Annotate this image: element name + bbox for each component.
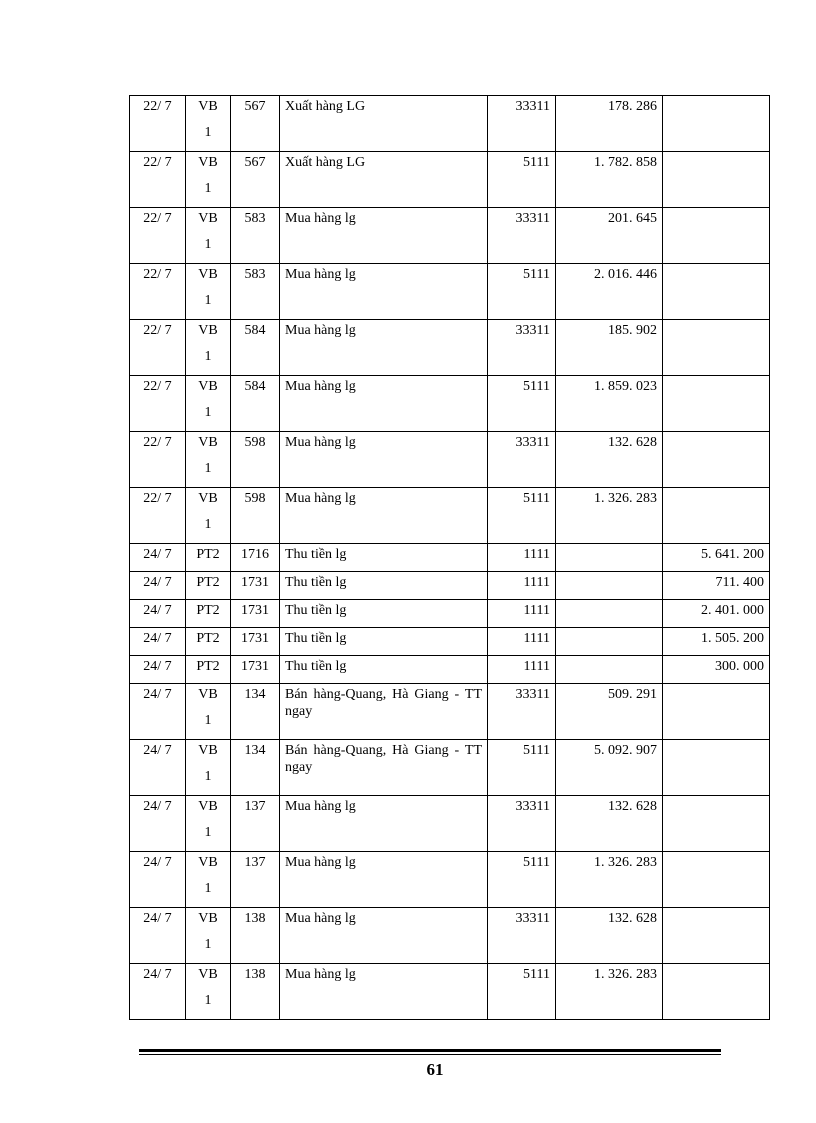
footer-rule-thick (139, 1049, 721, 1052)
voucher-number-cell: 138 (231, 908, 280, 964)
debit-cell (556, 544, 663, 572)
account-cell: 1111 (488, 544, 556, 572)
table-row (130, 544, 770, 572)
voucher-type-cell (186, 544, 231, 572)
table-row (130, 628, 770, 656)
voucher-type-suffix: 1 (204, 769, 212, 784)
debit-cell: 185. 902 (556, 320, 663, 376)
account-cell: 1111 (488, 572, 556, 600)
table-row (130, 320, 770, 376)
description-cell (280, 740, 488, 796)
description-cell (280, 544, 488, 572)
voucher-type-cell (186, 152, 231, 208)
voucher-number-cell: 567 (231, 152, 280, 208)
voucher-type-cell (186, 964, 231, 1020)
debit-cell (556, 628, 663, 656)
voucher-number-cell: 584 (231, 376, 280, 432)
page-number: 61 (426, 1060, 444, 1079)
description-cell (280, 152, 488, 208)
table-row (130, 740, 770, 796)
description-text: Thu tiền lg (285, 575, 347, 590)
description-text: Thu tiền lg (285, 547, 347, 562)
account-cell: 5111 (488, 264, 556, 320)
date-cell: 22/ 7 (130, 320, 186, 376)
date-cell: 24/ 7 (130, 908, 186, 964)
voucher-type-code: VB (198, 155, 218, 170)
account-cell: 33311 (488, 208, 556, 264)
table-row (130, 572, 770, 600)
debit-cell: 201. 645 (556, 208, 663, 264)
voucher-type-code: VB (198, 967, 218, 982)
debit-cell: 132. 628 (556, 908, 663, 964)
description-cell (280, 656, 488, 684)
description-text: Xuất hàng LG (285, 99, 366, 114)
credit-cell (663, 740, 770, 796)
voucher-number-cell: 583 (231, 264, 280, 320)
description-text: Mua hàng lg (285, 379, 356, 394)
credit-cell: 711. 400 (663, 572, 770, 600)
table-row (130, 796, 770, 852)
description-text: Thu tiền lg (285, 631, 347, 646)
date-cell: 22/ 7 (130, 376, 186, 432)
voucher-type-code: PT2 (196, 575, 220, 590)
voucher-type-suffix: 1 (204, 405, 212, 420)
account-cell: 33311 (488, 320, 556, 376)
debit-cell: 1. 782. 858 (556, 152, 663, 208)
ledger-body (130, 96, 770, 1020)
date-cell: 22/ 7 (130, 152, 186, 208)
voucher-type-code: VB (198, 211, 218, 226)
description-text: Mua hàng lg (285, 435, 356, 450)
date-cell: 24/ 7 (130, 600, 186, 628)
account-cell: 33311 (488, 96, 556, 152)
credit-cell: 2. 401. 000 (663, 600, 770, 628)
debit-cell: 2. 016. 446 (556, 264, 663, 320)
voucher-type-cell (186, 908, 231, 964)
debit-cell: 132. 628 (556, 432, 663, 488)
table-row (130, 908, 770, 964)
debit-cell: 1. 326. 283 (556, 964, 663, 1020)
voucher-type-code: VB (198, 379, 218, 394)
date-cell: 22/ 7 (130, 96, 186, 152)
credit-cell (663, 796, 770, 852)
debit-cell: 1. 859. 023 (556, 376, 663, 432)
credit-cell (663, 852, 770, 908)
description-text: Mua hàng lg (285, 799, 356, 814)
credit-cell (663, 376, 770, 432)
voucher-type-cell (186, 656, 231, 684)
date-cell: 24/ 7 (130, 628, 186, 656)
date-cell: 24/ 7 (130, 796, 186, 852)
date-cell: 24/ 7 (130, 852, 186, 908)
debit-cell: 178. 286 (556, 96, 663, 152)
date-cell: 22/ 7 (130, 264, 186, 320)
voucher-type-suffix: 1 (204, 517, 212, 532)
voucher-type-code: PT2 (196, 659, 220, 674)
voucher-type-code: VB (198, 687, 218, 702)
description-cell (280, 488, 488, 544)
account-cell: 5111 (488, 152, 556, 208)
table-row (130, 376, 770, 432)
description-text: Mua hàng lg (285, 491, 356, 506)
credit-cell (663, 964, 770, 1020)
credit-cell (663, 96, 770, 152)
voucher-type-suffix: 1 (204, 461, 212, 476)
credit-cell: 300. 000 (663, 656, 770, 684)
debit-cell: 509. 291 (556, 684, 663, 740)
voucher-type-suffix: 1 (204, 125, 212, 140)
voucher-type-code: PT2 (196, 603, 220, 618)
voucher-number-cell: 1731 (231, 628, 280, 656)
ledger-table (129, 95, 770, 1020)
date-cell: 24/ 7 (130, 964, 186, 1020)
voucher-type-suffix: 1 (204, 181, 212, 196)
account-cell: 5111 (488, 964, 556, 1020)
account-cell: 33311 (488, 796, 556, 852)
description-cell (280, 600, 488, 628)
voucher-type-cell (186, 376, 231, 432)
voucher-type-suffix: 1 (204, 825, 212, 840)
voucher-number-cell: 1731 (231, 572, 280, 600)
voucher-type-suffix: 1 (204, 713, 212, 728)
credit-cell (663, 152, 770, 208)
table-row (130, 152, 770, 208)
voucher-type-suffix: 1 (204, 937, 212, 952)
account-cell: 33311 (488, 432, 556, 488)
description-cell (280, 684, 488, 740)
account-cell: 1111 (488, 656, 556, 684)
credit-cell (663, 264, 770, 320)
description-text: Mua hàng lg (285, 211, 356, 226)
debit-cell (556, 572, 663, 600)
date-cell: 22/ 7 (130, 208, 186, 264)
voucher-type-suffix: 1 (204, 993, 212, 1008)
debit-cell: 1. 326. 283 (556, 488, 663, 544)
voucher-type-cell (186, 96, 231, 152)
voucher-type-cell (186, 796, 231, 852)
credit-cell: 1. 505. 200 (663, 628, 770, 656)
voucher-type-code: VB (198, 323, 218, 338)
voucher-type-code: VB (198, 435, 218, 450)
account-cell: 33311 (488, 908, 556, 964)
account-cell: 1111 (488, 628, 556, 656)
credit-cell (663, 432, 770, 488)
description-text: Mua hàng lg (285, 855, 356, 870)
voucher-type-cell (186, 432, 231, 488)
table-row (130, 600, 770, 628)
credit-cell: 5. 641. 200 (663, 544, 770, 572)
description-text: Mua hàng lg (285, 911, 356, 926)
description-text: Mua hàng lg (285, 267, 356, 282)
account-cell: 1111 (488, 600, 556, 628)
table-row (130, 96, 770, 152)
debit-cell (556, 600, 663, 628)
date-cell: 24/ 7 (130, 544, 186, 572)
credit-cell (663, 208, 770, 264)
description-text: Bán hàng-Quang, Hà Giang - TT ngay (285, 687, 482, 719)
voucher-type-code: VB (198, 491, 218, 506)
voucher-number-cell: 137 (231, 796, 280, 852)
voucher-type-cell (186, 264, 231, 320)
description-text: Mua hàng lg (285, 967, 356, 982)
date-cell: 24/ 7 (130, 684, 186, 740)
account-cell: 5111 (488, 488, 556, 544)
description-cell (280, 908, 488, 964)
voucher-number-cell: 584 (231, 320, 280, 376)
voucher-type-code: VB (198, 267, 218, 282)
voucher-type-suffix: 1 (204, 349, 212, 364)
date-cell: 24/ 7 (130, 740, 186, 796)
description-cell (280, 964, 488, 1020)
credit-cell (663, 488, 770, 544)
date-cell: 22/ 7 (130, 488, 186, 544)
voucher-type-suffix: 1 (204, 237, 212, 252)
voucher-number-cell: 598 (231, 488, 280, 544)
table-row (130, 432, 770, 488)
table-row (130, 208, 770, 264)
debit-cell: 132. 628 (556, 796, 663, 852)
voucher-type-code: VB (198, 799, 218, 814)
voucher-type-cell (186, 684, 231, 740)
credit-cell (663, 684, 770, 740)
table-row (130, 964, 770, 1020)
description-text: Thu tiền lg (285, 659, 347, 674)
voucher-number-cell: 1731 (231, 656, 280, 684)
voucher-number-cell: 583 (231, 208, 280, 264)
account-cell: 5111 (488, 852, 556, 908)
description-text: Mua hàng lg (285, 323, 356, 338)
description-text: Bán hàng-Quang, Hà Giang - TT ngay (285, 743, 482, 775)
voucher-type-cell (186, 488, 231, 544)
voucher-number-cell: 567 (231, 96, 280, 152)
date-cell: 22/ 7 (130, 432, 186, 488)
voucher-number-cell: 134 (231, 740, 280, 796)
description-cell (280, 572, 488, 600)
voucher-type-cell (186, 852, 231, 908)
description-cell (280, 432, 488, 488)
date-cell: 24/ 7 (130, 572, 186, 600)
credit-cell (663, 908, 770, 964)
debit-cell: 5. 092. 907 (556, 740, 663, 796)
voucher-number-cell: 1731 (231, 600, 280, 628)
voucher-type-cell (186, 208, 231, 264)
description-cell (280, 376, 488, 432)
voucher-type-code: VB (198, 99, 218, 114)
voucher-type-code: PT2 (196, 547, 220, 562)
voucher-type-code: VB (198, 855, 218, 870)
table-row (130, 852, 770, 908)
voucher-number-cell: 134 (231, 684, 280, 740)
voucher-type-cell (186, 628, 231, 656)
table-row (130, 264, 770, 320)
voucher-type-suffix: 1 (204, 293, 212, 308)
description-cell (280, 264, 488, 320)
voucher-type-code: VB (198, 911, 218, 926)
footer-rule-thin (139, 1054, 721, 1055)
voucher-type-cell (186, 572, 231, 600)
account-cell: 33311 (488, 684, 556, 740)
voucher-number-cell: 1716 (231, 544, 280, 572)
voucher-type-code: PT2 (196, 631, 220, 646)
description-cell (280, 628, 488, 656)
description-cell (280, 796, 488, 852)
voucher-type-cell (186, 740, 231, 796)
description-text: Xuất hàng LG (285, 155, 366, 170)
voucher-type-suffix: 1 (204, 881, 212, 896)
voucher-number-cell: 138 (231, 964, 280, 1020)
credit-cell (663, 320, 770, 376)
description-cell (280, 96, 488, 152)
voucher-type-cell (186, 320, 231, 376)
description-cell (280, 208, 488, 264)
description-cell (280, 320, 488, 376)
description-cell (280, 852, 488, 908)
voucher-type-cell (186, 600, 231, 628)
voucher-type-code: VB (198, 743, 218, 758)
table-row (130, 656, 770, 684)
description-text: Thu tiền lg (285, 603, 347, 618)
debit-cell: 1. 326. 283 (556, 852, 663, 908)
voucher-number-cell: 598 (231, 432, 280, 488)
debit-cell (556, 656, 663, 684)
table-row (130, 488, 770, 544)
table-row (130, 684, 770, 740)
account-cell: 5111 (488, 740, 556, 796)
voucher-number-cell: 137 (231, 852, 280, 908)
account-cell: 5111 (488, 376, 556, 432)
date-cell: 24/ 7 (130, 656, 186, 684)
